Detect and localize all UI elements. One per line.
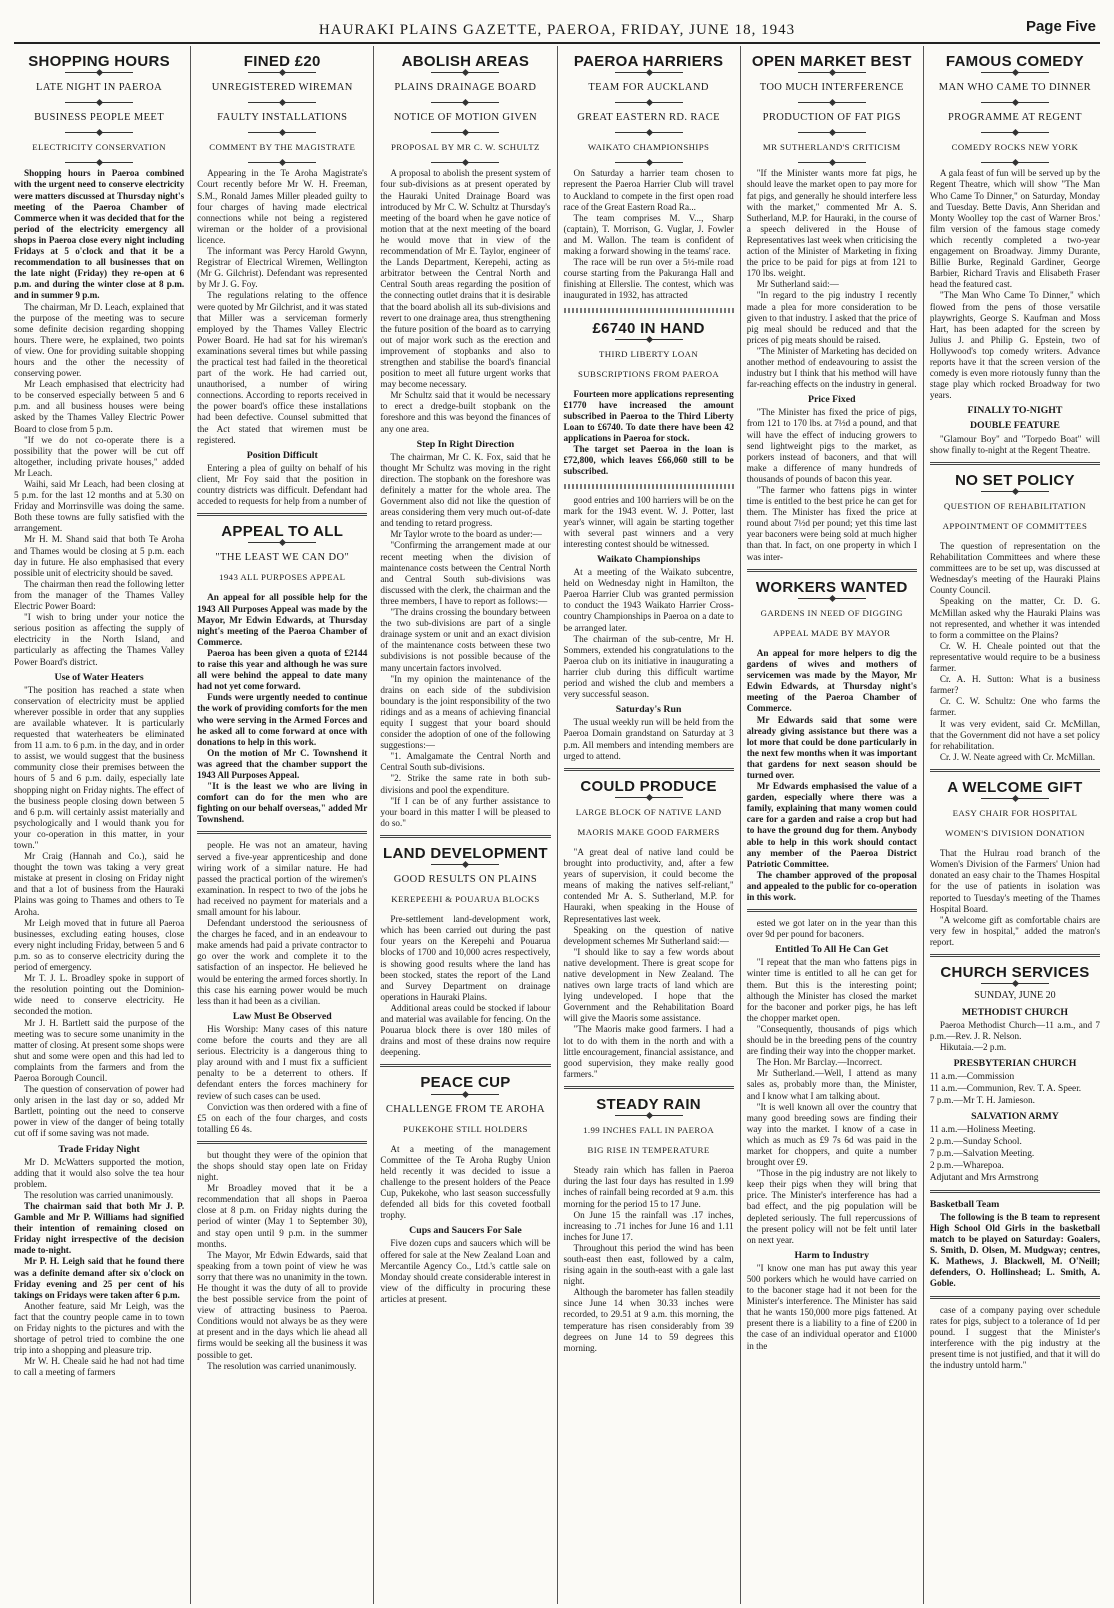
list-item: Adjutant and Mrs Armstrong bbox=[929, 1172, 1039, 1183]
paragraph: Speaking on the question of native development schemes Mr Sutherland said:— bbox=[563, 924, 734, 946]
masthead-title: HAURAKI PLAINS GAZETTE, PAEROA, FRIDAY, JUNE 18, 1943 bbox=[318, 22, 796, 38]
paragraph: The chamber approved of the proposal and appealed to the public for co-operation in this work. bbox=[746, 869, 917, 902]
paragraph: "In regard to the pig industry I recently made a plea for more consideration to be given to that industry. I asked that the price of pig meal should be reduced and that the prices of pig meats should be raised. bbox=[746, 290, 917, 345]
paragraph: "The Maoris make good farmers. I had a lot to do with them in the north and with a little encouragement, financial assistance, and good supervision, they make really good farmers." bbox=[563, 1024, 734, 1079]
paragraph: "2. Strike the same rate in both sub-divisions and pool the expenditure. bbox=[380, 773, 551, 795]
masthead bbox=[14, 18, 1100, 44]
article-subhead: COMMENT BY THE MAGISTRATE bbox=[209, 142, 356, 153]
paragraph: The following is the B team to represent High School Old Girls in the basketball match to be played on Saturday: Goalers, S. Smith, D. Olsen, M. Mudgway; centres, K. Mathews, J. Blackwell, M. O'Neill; defenders, O. Hollinshead; L. Smith, A. Goble. bbox=[929, 1211, 1101, 1289]
paragraph: The regulations relating to the offence were quoted by Mr Gilchrist, and it was stated that Miller was a serviceman formerly employed by the Thames Valley Electric Power Board. He had sat for his wireman's examinations several times but while passing the practical test had failed in the theoretical part of the work. He had carried out, unauthorised, a number of wiring connections. According to reports received in the power board's office these installations had been defective. Counsel submitted that the Act stated that wiremen must be registered. bbox=[197, 290, 368, 445]
article-subhead: 1.99 INCHES FALL IN PAEROA bbox=[583, 1125, 715, 1136]
article-subhead: LARGE BLOCK OF NATIVE LAND bbox=[575, 806, 722, 817]
article-subhead: PROPOSAL BY MR C. W. SCHULTZ bbox=[391, 142, 540, 153]
paragraph: "I wish to bring under your notice the serious position as affecting the supply of electricity in the North Island, and particularly as affecting the Thames Valley Power Board's district. bbox=[14, 612, 185, 667]
church-heading: METHODIST CHURCH bbox=[961, 1007, 1069, 1019]
column-2 bbox=[190, 46, 373, 1604]
article-subhead: GREAT EASTERN RD. RACE bbox=[577, 112, 720, 124]
divider bbox=[65, 72, 133, 73]
article-subhead: BUSINESS PEOPLE MEET bbox=[34, 112, 165, 124]
divider bbox=[615, 102, 683, 103]
article-separator bbox=[930, 1296, 1100, 1299]
paragraph: Throughout this period the wind has been south-east then east, followed by a calm, rising again in the south-east with a gale last night. bbox=[563, 1242, 734, 1287]
paragraph: Paeroa Methodist Church—11 a.m., and 7 p.m.—Rev. J. R. Nelson. bbox=[929, 1020, 1101, 1042]
article-subhead: THIRD LIBERTY LOAN bbox=[599, 348, 699, 359]
paragraph: Paeroa has been given a quota of £2144 to raise this year and although he was sure all were behind the appeal to date many had not yet come forward. bbox=[197, 647, 368, 692]
divider bbox=[431, 132, 499, 133]
paragraph: On the motion of Mr C. Townshend it was agreed that the chamber support the 1943 All Purposes Appeal. bbox=[197, 747, 368, 780]
paragraph: Conviction was then ordered with a fine of £5 on each of the four charges, and costs totalling £6 4s. bbox=[197, 1101, 368, 1134]
divider bbox=[65, 132, 133, 133]
list-item: 11 a.m.—Commission bbox=[929, 1071, 1015, 1082]
article-headline: NO SET POLICY bbox=[955, 471, 1075, 489]
list-item: 2 p.m.—Wharepoa. bbox=[929, 1160, 1004, 1171]
divider bbox=[431, 864, 499, 865]
article-separator bbox=[564, 768, 734, 771]
paragraph: Fourteen more applications representing £1770 have increased the amount subscribed in Paeroa to the Third Liberty Loan to £6740. To date there have been 42 applications in Paeroa for stock. bbox=[563, 388, 734, 444]
paragraph: Mr Taylor wrote to the board as under:— bbox=[390, 529, 542, 540]
divider bbox=[798, 598, 866, 599]
paragraph: Although the barometer has fallen steadily since June 14 when 30.33 inches were recorded, to 29.51 at 9 a.m. this morning, the temperature has risen considerably from 39 degrees on June 14 to 59 degrees this morning. bbox=[563, 1287, 734, 1353]
divider bbox=[431, 72, 499, 73]
paragraph: "If the Minister wants more fat pigs, he should leave the market open to pay more for fat pigs, and generally he should interfere less with the market," commented Mr A. S. Sutherland, M.P. for Hauraki, in the course of a speech delivered in the House of Representatives last week when criticising the action of the Minister of Marketing in fixing the price to be paid for pigs at from 121 to 170 lbs. weight. bbox=[746, 168, 917, 279]
paragraph: The chairman then read the following letter from the manager of the Thames Valley Electric Power Board: bbox=[14, 578, 185, 612]
section-subhead: Saturday's Run bbox=[615, 704, 682, 716]
article-subhead: WOMEN'S DIVISION DONATION bbox=[945, 828, 1085, 839]
article-headline: OPEN MARKET BEST bbox=[751, 53, 912, 70]
divider bbox=[981, 72, 1049, 73]
paragraph: Mr Edwards emphasised the value of a garden, especially where there was a family, explaining that many women could care for a garden and raise a crop but had to have the ground dug for them. Anybody able to help in this work should contact any member of the Paeroa District Patriotic Committee. bbox=[746, 781, 917, 869]
divider bbox=[981, 102, 1049, 103]
paragraph: Defendant understood the seriousness of the charges he faced, and in an endeavour to make amends had paid a private contractor to go over the work and complete it to the satisfaction of an inspector. He believed he would be entering the armed forces shortly. In this case his earning power would be much less than it had been as a civilian. bbox=[197, 918, 368, 1006]
paragraph: The resolution was carried unanimously. bbox=[24, 1189, 174, 1200]
paragraph: The resolution was carried unanimously. bbox=[207, 1360, 357, 1371]
article-separator bbox=[197, 831, 367, 834]
article-separator bbox=[564, 1086, 734, 1089]
article-separator bbox=[197, 513, 367, 516]
paragraph: but thought they were of the opinion that the shops should stay open late on Friday night. bbox=[197, 1149, 368, 1183]
divider bbox=[248, 132, 316, 133]
article-separator bbox=[747, 569, 917, 572]
section-subhead: FINALLY TO-NIGHT bbox=[967, 405, 1063, 417]
paragraph: The chairman, Mr D. Leach, explained that the purpose of the meeting was to secure some definite decision regarding shopping hours. There were, he explained, two points of view. One for providing suitable shopping hours and the other the necessity of conserving power. bbox=[14, 301, 185, 379]
divider bbox=[248, 542, 316, 543]
divider bbox=[615, 339, 683, 340]
paragraph: That the Hulrau road branch of the Women's Division of the Farmers' Union had donated an easy chair to the Thames Hospital for the use of patients in isolation was reported to Tuesday's meeting of the Thames Hospital Board. bbox=[929, 848, 1101, 914]
article-subhead: UNREGISTERED WIREMAN bbox=[211, 82, 353, 94]
paragraph: The question of conservation of power had only arisen in the last day or so, added Mr Bartlett, pointing out the need to conserve power in view of the danger of being totally cut off if some saving was not made. bbox=[14, 1084, 185, 1139]
section-subhead: Basketball Team bbox=[929, 1198, 1000, 1210]
service-list bbox=[930, 1071, 1100, 1107]
masthead-rule bbox=[14, 42, 1100, 44]
divider bbox=[981, 132, 1049, 133]
paragraph: "The farmer who fattens pigs in winter time is entitled to the best price he can get for them. The Minister has fixed the price at round about 7½d per pound; yet this time last year baconers were being sold at much higher than that. In fact, on one property in which I was inter- bbox=[746, 485, 917, 562]
paragraph: Mr H. M. Shand said that both Te Aroha and Thames would be closing at 5 p.m. each day in future. He also emphasised that every possible unit of electricity should be saved. bbox=[14, 534, 185, 578]
paragraph: Shopping hours in Paeroa combined with the urgent need to conserve electricity were matters discussed at Thursday night's meeting of the Paeroa Chamber of Commerce when it was decided that for the period of the electricity emergency all shops in Paeroa close every night including Fridays at 5 o'clock and that it be a recommendation to all businesses that on the late night (Friday) they re-open at 6 p.m. and during the winter close at 8 p.m. and in summer 9 p.m. bbox=[14, 168, 185, 301]
article-headline: STEADY RAIN bbox=[596, 1095, 701, 1113]
paragraph: case of a company paying over schedule rates for pigs, subject to a tolerance of 1d per pound. I suggest that the Minister's interference with the pig industry at the present time is not justified, and that it will do the industry untold harm." bbox=[929, 1304, 1101, 1370]
paragraph: "It is well known all over the country that many good breeding sows are finding their way into the market. I know of a case in which as much as £9 7s 6d was paid in the market for choppers, and quite a number brought over £9. bbox=[746, 1101, 917, 1168]
section-subhead: Cups and Saucers For Sale bbox=[409, 1225, 522, 1237]
paragraph: Pre-settlement land-development work, which has been carried out during the past four years on the Kerepehi and Pouarua blocks of 1700 and 10,000 acres respectively, is showing good results where the land has been stocked, states the report of the Land and Survey Department on drainage operations in Hauraki Plains. bbox=[380, 914, 551, 1002]
article-subhead: EASY CHAIR FOR HOSPITAL bbox=[952, 807, 1078, 818]
paragraph: "A welcome gift as comfortable chairs are very few in hospital," added the matron's report. bbox=[929, 914, 1101, 947]
article-headline: PAEROA HARRIERS bbox=[573, 53, 724, 70]
article-subhead: MR SUTHERLAND'S CRITICISM bbox=[762, 142, 901, 153]
church-heading: PRESBYTERIAN CHURCH bbox=[953, 1057, 1077, 1069]
article-subhead: WAIKATO CHAMPIONSHIPS bbox=[587, 142, 710, 153]
divider bbox=[798, 132, 866, 133]
paragraph: At a meeting of the management Committee of the Te Aroha Rugby Union held recently it was decided to issue a challenge to the present holders of the Peace Cup, Pukekohe, who last season successfully defended all bids for this coveted football trophy. bbox=[380, 1143, 551, 1221]
paragraph: Mr Schultz said that it would be necessary to erect a dredge-built stopbank on the foreshore and this was beyond the finances of any one area. bbox=[380, 390, 551, 434]
article-subhead: APPOINTMENT OF COMMITTEES bbox=[942, 520, 1088, 531]
paragraph: Waihi, said Mr Leach, had been closing at 5 p.m. for the last 12 months and at 5.30 on Friday and Morrinsville was doing the same. Both these towns are fully satisfied with the arrangement. bbox=[14, 479, 185, 534]
paragraph: The team comprises M. V..., Sharp (captain), T. Morrison, G. Vuglar, J. Fowler and M. Wallon. The team is confident of making a forward showing in the teams' race. bbox=[563, 212, 734, 257]
article-subhead: KEREPEEHI & POUARUA BLOCKS bbox=[391, 894, 540, 905]
paragraph: A proposal to abolish the present system of four sub-divisions as at present operated by the Hauraki United Drainage Board was introduced by Mr C. W. Schultz at Thursday's meeting of the board when he gave notice of motion that at the next meeting of the board he would move that in view of the recommendation of Mr E. Taylor, engineer of the Lands Department, Kerepehi, acting as arbitrator between the Central North and Central South areas regarding the position of the connecting outlet drains that it is desirable that the board abolish all its sub-divisions and revert to one drainage area, thus strengthening the future position of the board as to carrying out of major work such as the erection and improvement of stopbanks and also to strengthen and stabilise the board's financial position to meet all future urgent works that may become necessary. bbox=[380, 168, 551, 390]
paragraph: Mr P. H. Leigh said that he found there was a definite demand after six o'clock on Friday evening and 25 per cent of his takings on Fridays were taken after 6 p.m. bbox=[14, 1256, 185, 1300]
list-item: 11 a.m.—Holiness Meeting. bbox=[929, 1124, 1036, 1135]
paragraph: "It is the least we who are living in comfort can do for the men who are fighting on our behalf overseas," added Mr Townshend. bbox=[197, 781, 368, 825]
article-separator bbox=[930, 769, 1100, 772]
article-separator bbox=[564, 484, 734, 489]
paragraph: Mr Edwards said that some were already giving assistance but there was a lot more that could be done particularly in the next few months when it was important that gardens for next season should be turned over. bbox=[746, 714, 917, 780]
article-subhead: TEAM FOR AUCKLAND bbox=[588, 82, 709, 94]
paragraph: Mr J. H. Bartlett said the purpose of the meeting was to secure some unanimity in the matter of closing. At present some shops were shut and some were open and this had led to complaints from the farmers and from the Paeroa Borough Council. bbox=[14, 1017, 185, 1083]
divider bbox=[431, 102, 499, 103]
paragraph: "Those in the pig industry are not likely to keep their pigs when they will bring that price. The Minister's interference has had a bad effect, and the pig population will be depleted seriously. The full repercussions of the present policy will not be felt until later on next year. bbox=[746, 1168, 917, 1245]
paragraph: Appearing in the Te Aroha Magistrate's Court recently before Mr W. H. Freeman, S.M., Ronald James Miller pleaded guilty to four charges of having made electrical connections while not being a registered wireman or the holder of a provisional licence. bbox=[197, 168, 368, 245]
divider bbox=[248, 72, 316, 73]
article-subhead: NOTICE OF MOTION GIVEN bbox=[393, 112, 538, 124]
section-subhead: Entitled To All He Can Get bbox=[775, 944, 889, 956]
paragraph: On Saturday a harrier team chosen to represent the Paeroa Harrier Club will travel to Auckland to compete in the first open road race of the Great Eastern Road Ra... bbox=[563, 168, 734, 212]
article-subhead: FAULTY INSTALLATIONS bbox=[217, 112, 348, 124]
paragraph: Steady rain which has fallen in Paeroa during the last four days has resulted in 1.99 inches of rainfall being recorded at 9 a.m. this morning for the period 15 to 17 June. bbox=[563, 1165, 734, 1209]
article-headline: SHOPPING HOURS bbox=[28, 53, 170, 70]
divider bbox=[798, 102, 866, 103]
paragraph: Mr W. H. Cheale said he had not had time to call a meeting of farmers bbox=[14, 1356, 185, 1378]
article-headline: CHURCH SERVICES bbox=[940, 964, 1090, 981]
page-number: Page Five bbox=[1025, 18, 1096, 35]
paragraph: Cr. A. H. Sutton: What is a business farmer? bbox=[929, 674, 1101, 696]
paragraph: Mr T. J. L. Broadley spoke in support of the resolution pointing out the Dominion-wide need to conserve electricity. He seconded the motion. bbox=[14, 973, 185, 1017]
paragraph: The chairman, Mr C. K. Fox, said that he thought Mr Schultz was moving in the right direction. The stopbank on the foreshore was definitely a matter for the whole area. The Government also did not like the question of areas considering them very much out-of-date and tending to retard progress. bbox=[380, 451, 551, 529]
section-subhead: Position Difficult bbox=[246, 449, 318, 461]
article-separator bbox=[747, 909, 917, 912]
paragraph: Mr Craig (Hannah and Co.), said he thought the town was taking a very great mistake at present in closing on Friday night and that a lot of business from the Hauraki Plains was going to Thames and others to Te Aroha. bbox=[14, 851, 185, 917]
article-headline: PEACE CUP bbox=[420, 1074, 511, 1092]
article-subhead: MAN WHO CAME TO DINNER bbox=[938, 82, 1092, 94]
article-subhead: BIG RISE IN TEMPERATURE bbox=[587, 1145, 710, 1156]
section-subhead: Trade Friday Night bbox=[58, 1143, 140, 1155]
divider bbox=[798, 162, 866, 163]
paragraph: The chairman of the sub-centre, Mr H. Sommers, extended his congratulations to the Paeroa club on its initiative in inaugurating a harrier club during this difficult wartime period and wished the club and members a very successful season. bbox=[563, 633, 734, 700]
article-headline: FAMOUS COMEDY bbox=[945, 53, 1084, 70]
article-subhead: 1943 ALL PURPOSES APPEAL bbox=[219, 572, 346, 583]
divider bbox=[981, 983, 1049, 984]
paragraph: "I repeat that the man who fattens pigs in winter time is entitled to all he can get for them. But this is the interesting point; although the Minister has closed the market for the baconer and porker pigs, he has left the chopper market open. bbox=[746, 957, 917, 1023]
article-headline: ABOLISH AREAS bbox=[401, 53, 530, 70]
article-subhead: PRODUCTION OF FAT PIGS bbox=[762, 112, 901, 124]
paragraph: "The Minister has fixed the price of pigs, from 121 to 170 lbs. at 7½d a pound, and that will have the effect of inducing growers to send lightweight pigs to the market, as porkers instead of baconers, and that will make a difference of many hundreds of thousands of pounds of bacon this year. bbox=[746, 407, 917, 484]
article-subhead: PUKEKOHE STILL HOLDERS bbox=[403, 1123, 528, 1134]
paragraph: "I know one man has put away this year 500 porkers which he would have carried on to the baconer stage had it not been for the Minister's interference. The Minister has said that he wants 150,000 more pigs fattened. At present there is a liability to a fine of £200 in the case of an individual operator and £1000 in the bbox=[746, 1262, 917, 1351]
paragraph: Additional areas could be stocked if labour and material was available for fencing. On the Pouarua block there is over 180 miles of drains and most of these drains now require deepening. bbox=[380, 1002, 551, 1058]
divider bbox=[248, 102, 316, 103]
section-subhead: Step In Right Direction bbox=[416, 438, 515, 450]
list-item: 7 p.m.—Salvation Meeting. bbox=[929, 1148, 1035, 1159]
paragraph: "The Minister of Marketing has decided on another method of endeavouring to assist the industry but I think that his method will have far-reaching effects on the industry in general. bbox=[746, 345, 917, 390]
paragraph: "Glamour Boy" and "Torpedo Boat" will show finally to-night at the Regent Theatre. bbox=[929, 433, 1101, 455]
paragraph: "A great deal of native land could be brought into productivity, and, after a few years of supervision, it could become the means of making the natives self-reliant," contended Mr A. S. Sutherland, M.P. for Hauraki, when speaking in the House of Representatives last week. bbox=[563, 846, 734, 924]
church-heading: SALVATION ARMY bbox=[971, 1110, 1059, 1122]
section-subhead: Price Fixed bbox=[807, 394, 856, 406]
paragraph: Mr Broadley moved that it be a recommendation that all shops in Paeroa close at 8 p.m. on Friday nights during the period of winter (May 1 to September 30), and stay open until 9 p.m. in the summer months. bbox=[197, 1183, 368, 1249]
column-1 bbox=[14, 46, 190, 1604]
article-subhead: TOO MUCH INTERFERENCE bbox=[759, 82, 904, 94]
column-6 bbox=[923, 46, 1100, 1604]
paragraph: people. He was not an amateur, having served a five-year apprenticeship and done wiring work of a similar nature. He had passed the practical portion of the wiremen's examination. In respect to two of the jobs he had received no payment for materials and a small amount for his labour. bbox=[197, 840, 368, 917]
divider bbox=[248, 162, 316, 163]
paragraph: The Hon. Mr Barclay.—Incorrect. bbox=[756, 1057, 883, 1068]
paragraph: "The drains crossing the boundary between the two sub-divisions are part of a single drainage system or unit and an exact division of the maintenance costs between these two subdivisions is not possible because of the many uncertain factors involved. bbox=[380, 607, 551, 673]
article-subhead: COMEDY ROCKS NEW YORK bbox=[951, 142, 1079, 153]
paragraph: "In my opinion the maintenance of the drains on each side of the subdivision boundary is the joint responsibility of the two ridings and as a means of achieving financial equity I suggest that your board should consider the adoption of one of the following suggestions:— bbox=[380, 673, 551, 751]
section-subhead: Use of Water Heaters bbox=[54, 671, 144, 683]
article-subhead: GARDENS IN NEED OF DIGGING bbox=[760, 607, 903, 618]
article-headline: LAND DEVELOPMENT bbox=[383, 844, 548, 862]
divider bbox=[65, 102, 133, 103]
paragraph: An appeal for all possible help for the 1943 All Purposes Appeal was made by the Mayor, Mr Edwin Edwards, at Thursday night's meeting of the Paeroa Chamber of Commerce. bbox=[197, 592, 368, 647]
section-subhead: DOUBLE FEATURE bbox=[969, 420, 1060, 432]
paragraph: "The Man Who Came To Dinner," which flowed from the pens of those versatile playwrights, George S. Kaufman and Moss Hart, has been adapted for the screen by Julius J. and Philip G. Epstein, two of Hollywood's top comedy writers. Advance reports have it that the screen version of the comedy is even more riotously funny than the stage play which rocked Broadway for two years. bbox=[929, 290, 1101, 401]
columns bbox=[14, 46, 1100, 1604]
service-date: SUNDAY, JUNE 20 bbox=[974, 990, 1056, 1002]
section-subhead: Harm to Industry bbox=[794, 1249, 870, 1261]
article-subhead: "THE LEAST WE CAN DO" bbox=[215, 552, 350, 564]
divider bbox=[981, 162, 1049, 163]
paragraph: It was very evident, said Cr. McMillan, that the Government did not have a set policy for rehabilitation. bbox=[929, 718, 1101, 751]
article-subhead: SUBSCRIPTIONS FROM PAEROA bbox=[578, 368, 720, 379]
article-headline: WORKERS WANTED bbox=[755, 578, 908, 596]
paragraph: Mr Sutherland said:— bbox=[756, 279, 839, 290]
article-separator bbox=[380, 1064, 550, 1067]
article-subhead: MAORIS MAKE GOOD FARMERS bbox=[577, 826, 720, 837]
article-separator bbox=[564, 308, 734, 313]
section-subhead: Waikato Championships bbox=[597, 554, 701, 565]
section-subhead: Law Must Be Observed bbox=[232, 1010, 332, 1022]
article-separator bbox=[930, 954, 1100, 957]
paragraph: The question of representation on the Rehabilitation Committees and where these committees are to be set up, was discussed at Wednesday's meeting of the Hauraki Plains County Council. bbox=[929, 541, 1101, 596]
paragraph: Mr Sutherland.—Well, I attend as many sales as, probably more than, the Minister, and I know what I am talking about. bbox=[746, 1068, 917, 1101]
list-item: 11 a.m.—Communion, Rev. T. A. Speer. bbox=[929, 1083, 1082, 1094]
column-5 bbox=[740, 46, 923, 1604]
divider bbox=[615, 162, 683, 163]
paragraph: The chairman said that both Mr J. P. Gamble and Mr P. Williams had signified their intention of remaining closed on Friday night irrespective of the decision made to-night. bbox=[14, 1201, 185, 1256]
paragraph: Cr. W. H. Cheale pointed out that the representative would require to be a business farmer. bbox=[929, 640, 1101, 674]
paragraph: The Mayor, Mr Edwin Edwards, said that speaking from a town point of view he was sorry that there was no unanimity in the town. He thought it was the duty of all to provide the best possible service from the point of view of attracting business to Paeroa. Conditions would not always be as they were at present and in the days which lie ahead all firms would be seeking all the business it was possible to get. bbox=[197, 1249, 368, 1360]
divider bbox=[981, 798, 1049, 799]
article-separator bbox=[197, 1141, 367, 1144]
divider bbox=[615, 1115, 683, 1116]
article-subhead: PLAINS DRAINAGE BOARD bbox=[394, 82, 537, 94]
article-subhead: PROGRAMME AT REGENT bbox=[947, 112, 1082, 124]
article-subhead: APPEAL MADE BY MAYOR bbox=[773, 627, 891, 638]
paragraph: "Confirming the arrangement made at our recent meeting when the division of maintenance costs between the Central North and Central South sub-divisions was discussed with the clerk, the chairman and the three members, I have to report as follows:— bbox=[380, 540, 551, 606]
divider bbox=[65, 162, 133, 163]
divider bbox=[981, 491, 1049, 492]
article-headline: APPEAL TO ALL bbox=[221, 523, 344, 541]
paragraph: Mr Leach emphasised that electricity had to be conserved especially between 5 and 6 p.m. and all business houses were being asked by the Thames Valley Electric Power Board to close from 5 p.m. bbox=[14, 379, 185, 434]
article-headline: FINED £20 bbox=[243, 53, 321, 70]
paragraph: Funds were urgently needed to continue the work of providing comforts for the men who were serving in the Armed Forces and he asked all to come forward at once with donations to help in this work. bbox=[197, 692, 368, 747]
paragraph: Entering a plea of guilty on behalf of his client, Mr Foy said that the position in country districts was difficult. Defendant had acceded to requests for help from a number of bbox=[197, 462, 368, 507]
article-subhead: ELECTRICITY CONSERVATION bbox=[32, 142, 166, 153]
paragraph: Cr. J. W. Neate agreed with Cr. McMillan. bbox=[939, 751, 1095, 762]
paragraph: "I should like to say a few words about native development. There is great scope for native development in New Zealand. The natives own large tracts of land which are lying undeveloped. I hope that the Government and the Rehabilitation Board will give the Maoris some assistance. bbox=[563, 946, 734, 1024]
divider bbox=[431, 162, 499, 163]
article-headline: COULD PRODUCE bbox=[580, 777, 717, 795]
service-list bbox=[930, 1124, 1100, 1184]
article-headline: £6740 IN HAND bbox=[592, 319, 705, 337]
article-subhead: CHALLENGE FROM TE AROHA bbox=[385, 1103, 546, 1115]
paragraph: ested we got later on in the year than this over 9d per pound for baconers. bbox=[746, 918, 917, 940]
paragraph: The race will be run over a 5½-mile road course starting from the Pakuranga Hall and finishing at Ellerslie. The contest, which was inaugurated in 1932, has attracted bbox=[563, 257, 734, 301]
paragraph: "If I can be of any further assistance to your board in this matter I will be pleased to do so." bbox=[380, 795, 551, 828]
paragraph: "The position has reached a state when conservation of electricity must be applied wherever possible in order that any supplies are available whatever. It is particularly requested that waterheaters be eliminated from 11 a.m. to 6 p.m. in the day, and in order to assist, we would suggest that the business community close their premises between the hours of 5 and 6 p.m. daily, especially late shopping night on Friday nights. The effect of the business people closing down between 5 and 6 p.m. will certainly assist materially and psychologically and I would thank you for your co-operation in this matter, in your town." bbox=[14, 684, 185, 850]
divider bbox=[615, 797, 683, 798]
article-separator bbox=[380, 835, 550, 838]
paragraph: Cr. C. W. Schultz: One who farms the farmer. bbox=[929, 696, 1101, 718]
divider bbox=[798, 72, 866, 73]
divider bbox=[431, 1094, 499, 1095]
column-3 bbox=[373, 46, 556, 1604]
article-subhead: QUESTION OF REHABILITATION bbox=[943, 500, 1086, 511]
article-subhead: GOOD RESULTS ON PLAINS bbox=[393, 874, 538, 885]
article-separator bbox=[930, 1190, 1100, 1193]
article-headline: A WELCOME GIFT bbox=[947, 778, 1083, 796]
divider bbox=[615, 72, 683, 73]
divider bbox=[615, 132, 683, 133]
article-subhead: LATE NIGHT IN PAEROA bbox=[36, 82, 163, 94]
paragraph: The target set Paeroa in the loan is £72,800, which leaves £66,060 still to be subscribed. bbox=[563, 444, 734, 477]
list-item: 7 p.m.—Mr T. H. Jamieson. bbox=[929, 1095, 1035, 1106]
paragraph: The informant was Percy Harold Gwynn, Registrar of Electrical Wiremen, Wellington (Mr G. Gilchrist). Defendant was represented by Mr J. G. Foy. bbox=[197, 246, 368, 290]
column-4 bbox=[557, 46, 740, 1604]
list-item: 2 p.m.—Sunday School. bbox=[929, 1136, 1022, 1147]
paragraph: Mr D. McWatters supported the motion, adding that it would also solve the tea hour problem. bbox=[14, 1156, 185, 1189]
paragraph: Five dozen cups and saucers which will be offered for sale at the New Zealand Loan and Mercantile Agency Co., Ltd.'s cattle sale on Monday should create considerable interest in view of the difficulty in procuring these articles at present. bbox=[380, 1238, 551, 1304]
paragraph: His Worship: Many cases of this nature come before the courts and they are all serious. Electricity is a dangerous thing to play around with and I must fix a sufficient penalty to be a deterrent to others. If defendant enters the forces machinery for review of such cases can be used. bbox=[197, 1023, 368, 1101]
article-separator bbox=[930, 462, 1100, 465]
paragraph: good entries and 100 harriers will be on the mark for the 1943 event. W. J. Potter, last year's winner, will again be starting together with several past winners and a very interesting contest should be witnessed. bbox=[563, 494, 734, 549]
paragraph: "Consequently, thousands of pigs which should be in the breeding pens of the country are finding their way into the chopper market. bbox=[746, 1023, 917, 1057]
paragraph: Hikutaia.—2 p.m. bbox=[939, 1042, 1007, 1053]
paragraph: "1. Amalgamate the Central North and Central South sub-divisions. bbox=[380, 751, 551, 773]
paragraph: Another feature, said Mr Leigh, was the fact that the country people came in to town on Friday nights to the pictures and with the shortage of petrol tried to combine the one trip into a shopping and pleasure trip. bbox=[14, 1300, 185, 1356]
paragraph: A gala feast of fun will be served up by the Regent Theatre, which will show "The Man Who Came To Dinner," on Saturday, Monday and Tuesday. Bette Davis, Ann Sheridan and Monty Woolley top the cast of Warner Bros.' film version of the famous stage comedy which recently completed a two-year engagement on Broadway. Jimmy Durante, Billie Burke, Reginald Gardiner, George Barbier, Richard Travis and Elisabeth Fraser head the featured cast. bbox=[929, 168, 1101, 290]
paragraph: At a meeting of the Waikato subcentre, held on Wednesday night in Hamilton, the Paeroa Harrier Club was granted permission to conduct the 1943 Waikato Harrier Cross-country Championships in Paeroa on a date to be arranged later. bbox=[563, 567, 734, 633]
paragraph: An appeal for more helpers to dig the gardens of wives and mothers of servicemen was made by the Mayor, Mr Edwin Edwards, at Thursday night's meeting of the Paeroa Chamber of Commerce. bbox=[746, 647, 917, 714]
paragraph: Mr Leigh moved that in future all Paeroa businesses, excluding eating houses, close every night including Friday, between 5 and 6 p.m. so as to conserve electricity during the period of emergency. bbox=[14, 917, 185, 973]
paragraph: On June 15 the rainfall was .17 inches, increasing to .71 inches for June 16 and 1.11 inches for June 17. bbox=[563, 1209, 734, 1242]
paragraph: Speaking on the matter, Cr. D. G. McMillan asked why the Hauraki Plains was not represented, and whether it was intended to form a committee on the Plains? bbox=[929, 596, 1101, 640]
paragraph: The usual weekly run will be held from the Paeroa Domain grandstand on Saturday at 3 p.m. All members and intending members are urged to attend. bbox=[563, 717, 734, 761]
paragraph: "If we do not co-operate there is a possibility that the power will be cut off altogether, including private houses," added Mr Leach. bbox=[14, 434, 185, 478]
